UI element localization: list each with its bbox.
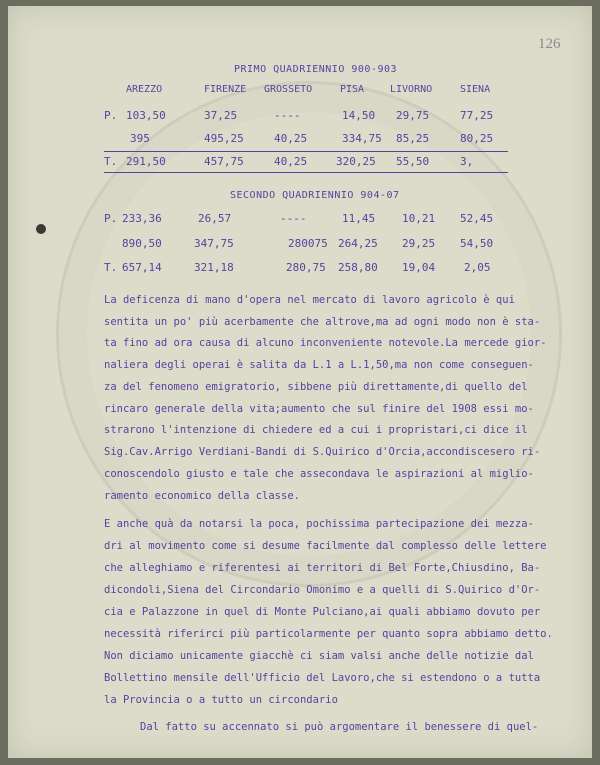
table-cell: 280,75 [286, 261, 326, 274]
table-cell: 334,75 [342, 132, 382, 145]
table-cell: 657,14 [122, 261, 162, 274]
text-line: za del fenomeno emigratorio, sibbene più direttamente,di quello del [104, 381, 528, 393]
table-cell: 40,25 [274, 132, 308, 145]
text-line: naliera degli operai è salita da L.1 a L.1,50,ma non come conseguen- [104, 359, 534, 371]
text-line: necessità riferirci più particolarmente per quanto sopra abbiamo detto. [104, 628, 553, 640]
table-cell: 26,57 [198, 212, 232, 225]
column-header: PISA [340, 84, 365, 95]
table-cell: 80,25 [460, 132, 494, 145]
text-line: strarono l'intenzione di chiedere ed a cui i propristari,ci dice il [104, 424, 528, 436]
table-cell: 29,75 [396, 109, 430, 122]
table-row [8, 237, 592, 253]
table-cell: 495,25 [204, 132, 244, 145]
table-row [8, 212, 592, 228]
text-line: Dal fatto su accennato si può argomentare il benessere di quel- [140, 721, 539, 733]
table-cell: ---- [274, 109, 301, 122]
table-cell: 280075 [288, 237, 328, 250]
table-cell: 890,50 [122, 237, 162, 250]
table-cell: 291,50 [126, 155, 166, 168]
text-line: dri al movimento come si desume facilmente dal complesso delle lettere [104, 540, 547, 552]
table-row [8, 155, 592, 171]
text-line: ramento economico della classe. [104, 490, 300, 502]
page-number: 126 [538, 36, 561, 52]
table-row [8, 261, 592, 277]
text-line: che alleghiamo e riferentesi ai territori di Bel Forte,Chiusdino, Ba- [104, 562, 541, 574]
column-header: SIENA [460, 84, 491, 95]
text-line: E anche quà da notarsi la poca, pochissima partecipazione dei mezza- [104, 518, 534, 530]
table-cell: 103,50 [126, 109, 166, 122]
row-label: T. [104, 261, 118, 274]
text-line: sentita un po' più acerbamente che altrove,ma ad ogni modo non è sta- [104, 316, 541, 328]
row-label: P. [104, 109, 118, 122]
text-line: la Provincia o a tutto un circondario [104, 694, 338, 706]
text-line: dicondoli,Siena del Circondario Omonimo e a quelli di S.Quirico d'Or- [104, 584, 541, 596]
table-cell: 14,50 [342, 109, 376, 122]
table2-title: SECONDO QUADRIENNIO 904-07 [230, 190, 400, 201]
table-cell: 321,18 [194, 261, 234, 274]
table-cell: 347,75 [194, 237, 234, 250]
table-cell: 77,25 [460, 109, 494, 122]
column-header: GROSSETO [264, 84, 313, 95]
document-page [8, 6, 592, 758]
table-cell: 54,50 [460, 237, 494, 250]
table-cell: 457,75 [204, 155, 244, 168]
table-cell: 19,04 [402, 261, 436, 274]
table-cell: 40,25 [274, 155, 308, 168]
table-cell: 258,80 [338, 261, 378, 274]
text-line: conoscendolo giusto e tale che assecondava le aspirazioni al miglio- [104, 468, 534, 480]
column-header: LIVORNO [390, 84, 433, 95]
table-cell: 264,25 [338, 237, 378, 250]
table-cell: 11,45 [342, 212, 376, 225]
table-cell: 233,36 [122, 212, 162, 225]
table-cell: 2,05 [464, 261, 491, 274]
column-header: AREZZO [126, 84, 163, 95]
table-cell: 10,21 [402, 212, 436, 225]
row-label: T. [104, 155, 118, 168]
table-row [8, 132, 592, 148]
table-cell: 320,25 [336, 155, 376, 168]
table-bottom-rule [104, 172, 508, 173]
table-cell: 29,25 [402, 237, 436, 250]
text-line: rincaro generale della vita;aumento che sul finire del 1908 essi mo- [104, 403, 534, 415]
text-line: Sig.Cav.Arrigo Verdiani-Bandi di S.Quirico d'Orcia,accondiscesero ri- [104, 446, 541, 458]
table-cell: 395 [130, 132, 150, 145]
table1-title: PRIMO QUADRIENNIO 900-903 [234, 64, 398, 75]
table-cell: 37,25 [204, 109, 238, 122]
table-total-rule [104, 151, 508, 152]
row-label: P. [104, 212, 118, 225]
text-line: ta fino ad ora causa di alcuno inconveniente notevole.La mercede gior- [104, 337, 547, 349]
table-cell: 55,50 [396, 155, 430, 168]
text-line: La deficenza di mano d'opera nel mercato di lavoro agricolo è qui [104, 294, 515, 306]
column-header: FIRENZE [204, 84, 247, 95]
table-cell: 52,45 [460, 212, 494, 225]
table-cell: ---- [280, 212, 307, 225]
table-row [8, 109, 592, 125]
text-line: Bollettino mensile dell'Ufficio del Lavoro,che si estendono o a tutta [104, 672, 541, 684]
text-line: Non diciamo unicamente giacchè ci siam valsi anche delle notizie dal [104, 650, 534, 662]
table-cell: 3, [460, 155, 474, 168]
table-cell: 85,25 [396, 132, 430, 145]
text-line: cia e Palazzone in quel di Monte Pulciano,ai quali abbiamo dovuto per [104, 606, 541, 618]
